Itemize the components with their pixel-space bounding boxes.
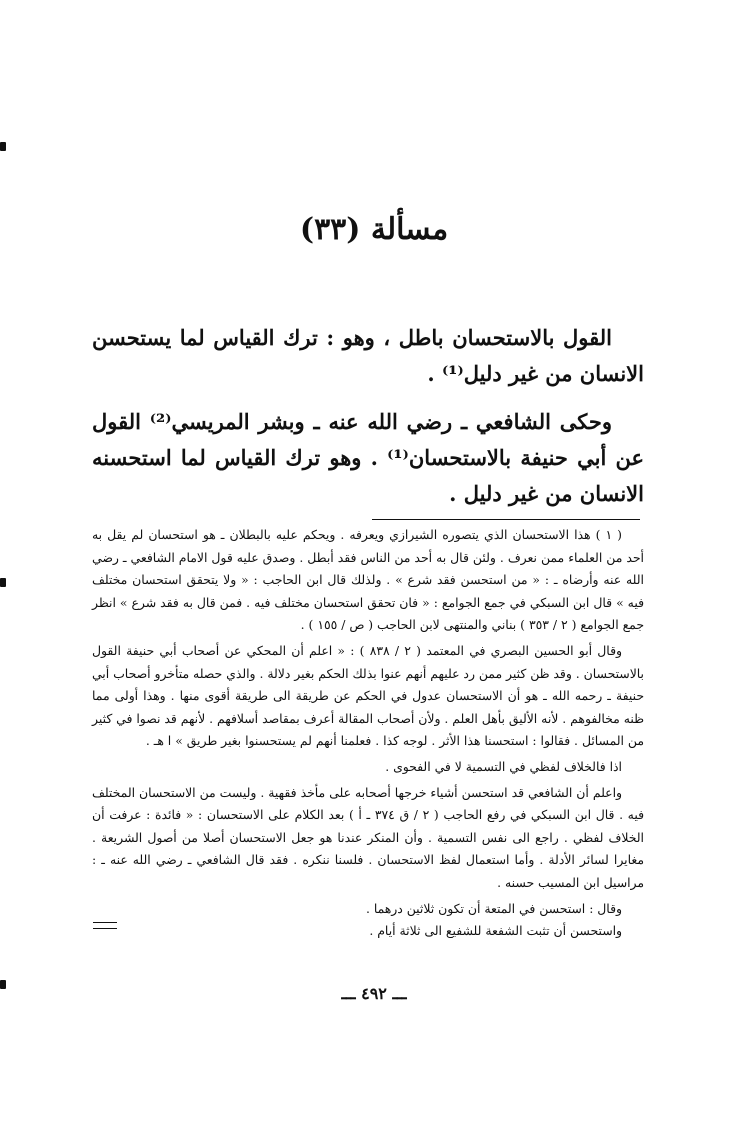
footnote-paragraph: وقال : استحسن في المتعة أن تكون ثلاثين درهما . bbox=[365, 900, 622, 916]
footnote-paragraph: ( ١ ) هذا الاستحسان الذي يتصوره الشيرازي ويعرفه . ويحكم عليه بالبطلان ـ هو استحسان لم يقل به أحد من العلماء ممن نعرف . ولئن قال به أحد من الناس فقد أبطل . وصدق عليه قول الامام الشافعي ـ رضي الله عنه وأرضاه ـ : « من استحسن فقد شرع » . ولذلك قال ابن الحاجب : « ولا يتحقق استحسان مختلف فيه » قال ابن السبكي في جمع الجوامع : « فان تحقق استحسان مختلف فيه . فمن قال به فقد شرع » انظر جمع الجوامع ( ٢ / ٣٥٣ ) بناني والمنتهى لابن الحاجب ( ص / ١٥٥ ) . bbox=[92, 527, 644, 633]
footnote-paragraph: اذا فالخلاف لفظي في التسمية لا في الفحوى . bbox=[385, 758, 622, 774]
footnote-paragraph: واعلم أن الشافعي قد استحسن أشياء خرجها أصحابه على مأخذ فقهية . وليست من الاستحسان المختلف فيه . قال ابن السبكي في رفع الحاجب ( ٢ / ق ٣٧٤ ـ أ ) بعد الكلام على الاستحسان : « فائدة : عرفت أن الخلاف لفظي . راجع الى نفس التسمية . وأن المنكر عندنا هو جعل الاستحسان أصلا من أصول الشريعة . مغايرا لسائر الأدلة . وأما استعمال لفظ الاستحسان . فلسنا ننكره . فقد قال الشافعي ـ رضي الله عنه ـ : مراسيل ابن المسيب حسنه . bbox=[92, 784, 644, 890]
page-number: ـــ ٤٩٢ ـــ bbox=[341, 984, 407, 1003]
footnotes bbox=[92, 524, 644, 943]
scan-edge-mark bbox=[0, 142, 6, 151]
footnote-paragraph: واستحسن أن تثبت الشفعة للشفيع الى ثلاثة أيام . bbox=[369, 923, 622, 939]
main-text bbox=[92, 320, 644, 524]
scan-edge-mark bbox=[0, 980, 6, 989]
main-paragraph-2: وحكى الشافعي ـ رضي الله عنه ـ وبشر المريسي⁽²⁾ القول عن أبي حنيفة بالاستحسان⁽¹⁾ . وهو ترك القياس لما استحسنه الانسان من غير دليل . bbox=[92, 409, 644, 506]
footnote-paragraph: وقال أبو الحسين البصري في المعتمد ( ٢ / ٨٣٨ ) : « اعلم أن المحكي عن أصحاب أبي حنيفة القول بالاستحسان . وقد ظن كثير ممن رد عليهم أنهم عنوا بذلك الحكم بغير دلالة . والذي حصله متأخرو أصحاب أبي حنيفة ـ رحمه الله ـ هو أن الاستحسان عدول في الحكم عن طريقة الى طريقة أقوى منها . وهذا أولى مما ظنه مخالفوهم . لأنه الأليق بأهل العلم . ولأن أصحاب المقالة أعرف بمقاصد أسلافهم . لأنهم قد نصوا في كثير من المسائل . فقالوا : استحسنا هذا الأثر . لوجه كذا . فعلمنا أنهم لم يستحسنوا بغير طريق » ا هـ . bbox=[91, 642, 644, 749]
main-paragraph-1: القول بالاستحسان باطل ، وهو : ترك القياس لما يستحسن الانسان من غير دليل⁽¹⁾ . bbox=[92, 325, 644, 386]
footnote-end-mark bbox=[93, 922, 117, 929]
scan-edge-mark bbox=[0, 578, 6, 587]
section-title: مسألة (٣٣) bbox=[299, 212, 449, 247]
footnote-separator bbox=[372, 519, 640, 520]
